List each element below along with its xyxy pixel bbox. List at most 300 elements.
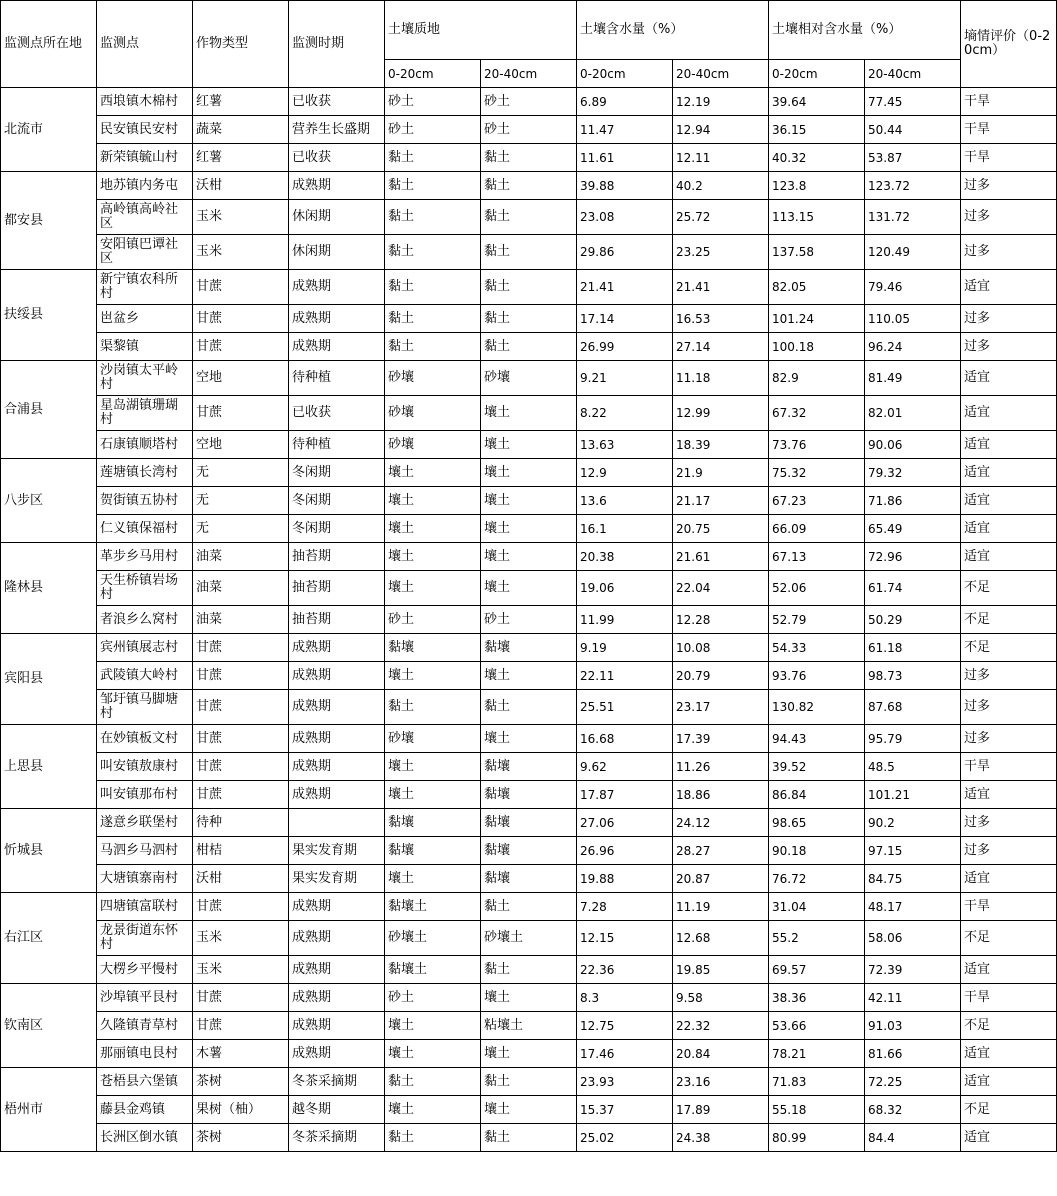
location-cell: 隆林县	[1, 543, 97, 634]
texture-20-40-cell: 壤土	[481, 543, 577, 571]
moisture-20-40-cell: 21.61	[673, 543, 769, 571]
table-row	[1, 1012, 1057, 1040]
evaluation-cell: 适宜	[961, 270, 1057, 305]
texture-20-40-cell: 壤土	[481, 725, 577, 753]
period-cell: 成熟期	[289, 662, 385, 690]
relative-moisture-0-20-cell: 130.82	[769, 690, 865, 725]
moisture-0-20-cell: 12.15	[577, 921, 673, 956]
period-cell: 成熟期	[289, 333, 385, 361]
evaluation-cell: 不足	[961, 606, 1057, 634]
header-location: 监测点所在地	[1, 1, 97, 88]
header-moisture-depth-0-20: 0-20cm	[577, 60, 673, 88]
period-cell: 抽苔期	[289, 606, 385, 634]
header-texture: 土壤质地	[385, 1, 577, 60]
texture-20-40-cell: 壤土	[481, 396, 577, 431]
moisture-0-20-cell: 21.41	[577, 270, 673, 305]
relative-moisture-20-40-cell: 58.06	[865, 921, 961, 956]
moisture-20-40-cell: 25.72	[673, 200, 769, 235]
texture-0-20-cell: 黏土	[385, 172, 481, 200]
texture-0-20-cell: 壤土	[385, 865, 481, 893]
header-texture-depth-20-40: 20-40cm	[481, 60, 577, 88]
table-row	[1, 543, 1057, 571]
texture-20-40-cell: 壤土	[481, 571, 577, 606]
texture-20-40-cell: 黏土	[481, 305, 577, 333]
evaluation-cell: 干旱	[961, 144, 1057, 172]
texture-20-40-cell: 黏土	[481, 200, 577, 235]
evaluation-cell: 干旱	[961, 893, 1057, 921]
texture-20-40-cell: 壤土	[481, 431, 577, 459]
relative-moisture-0-20-cell: 52.06	[769, 571, 865, 606]
site-cell: 安阳镇巴谭社区	[97, 235, 193, 270]
texture-0-20-cell: 黏土	[385, 1068, 481, 1096]
table-row	[1, 396, 1057, 431]
moisture-20-40-cell: 12.28	[673, 606, 769, 634]
relative-moisture-0-20-cell: 71.83	[769, 1068, 865, 1096]
moisture-0-20-cell: 29.86	[577, 235, 673, 270]
crop-cell: 甘蔗	[193, 634, 289, 662]
relative-moisture-20-40-cell: 90.2	[865, 809, 961, 837]
period-cell: 成熟期	[289, 172, 385, 200]
period-cell: 冬茶采摘期	[289, 1124, 385, 1152]
relative-moisture-20-40-cell: 91.03	[865, 1012, 961, 1040]
moisture-0-20-cell: 25.51	[577, 690, 673, 725]
period-cell: 冬闲期	[289, 487, 385, 515]
texture-0-20-cell: 黏壤土	[385, 893, 481, 921]
relative-moisture-0-20-cell: 80.99	[769, 1124, 865, 1152]
moisture-20-40-cell: 20.75	[673, 515, 769, 543]
moisture-0-20-cell: 27.06	[577, 809, 673, 837]
evaluation-cell: 干旱	[961, 116, 1057, 144]
moisture-0-20-cell: 20.38	[577, 543, 673, 571]
table-row	[1, 515, 1057, 543]
texture-0-20-cell: 黏土	[385, 144, 481, 172]
relative-moisture-0-20-cell: 69.57	[769, 956, 865, 984]
period-cell: 越冬期	[289, 1096, 385, 1124]
texture-20-40-cell: 黏土	[481, 172, 577, 200]
relative-moisture-0-20-cell: 82.9	[769, 361, 865, 396]
location-cell: 八步区	[1, 459, 97, 543]
moisture-0-20-cell: 23.93	[577, 1068, 673, 1096]
texture-0-20-cell: 砂壤	[385, 361, 481, 396]
location-cell: 都安县	[1, 172, 97, 270]
location-cell: 宾阳县	[1, 634, 97, 725]
relative-moisture-0-20-cell: 36.15	[769, 116, 865, 144]
header-moisture-depth-20-40: 20-40cm	[673, 60, 769, 88]
relative-moisture-20-40-cell: 90.06	[865, 431, 961, 459]
site-cell: 新荣镇毓山村	[97, 144, 193, 172]
period-cell: 成熟期	[289, 690, 385, 725]
evaluation-cell: 不足	[961, 1096, 1057, 1124]
site-cell: 四塘镇富联村	[97, 893, 193, 921]
site-cell: 仁义镇保福村	[97, 515, 193, 543]
period-cell: 成熟期	[289, 305, 385, 333]
relative-moisture-0-20-cell: 53.66	[769, 1012, 865, 1040]
crop-cell: 甘蔗	[193, 984, 289, 1012]
relative-moisture-20-40-cell: 72.39	[865, 956, 961, 984]
texture-0-20-cell: 砂壤	[385, 431, 481, 459]
period-cell: 待种植	[289, 361, 385, 396]
table-row	[1, 921, 1057, 956]
evaluation-cell: 干旱	[961, 88, 1057, 116]
site-cell: 星岛湖镇珊瑚村	[97, 396, 193, 431]
moisture-0-20-cell: 8.3	[577, 984, 673, 1012]
table-row	[1, 305, 1057, 333]
moisture-0-20-cell: 16.68	[577, 725, 673, 753]
moisture-20-40-cell: 11.19	[673, 893, 769, 921]
location-cell: 忻城县	[1, 809, 97, 893]
relative-moisture-20-40-cell: 68.32	[865, 1096, 961, 1124]
relative-moisture-0-20-cell: 137.58	[769, 235, 865, 270]
location-cell: 钦南区	[1, 984, 97, 1068]
moisture-20-40-cell: 12.19	[673, 88, 769, 116]
relative-moisture-20-40-cell: 97.15	[865, 837, 961, 865]
crop-cell: 无	[193, 487, 289, 515]
table-row	[1, 88, 1057, 116]
relative-moisture-20-40-cell: 65.49	[865, 515, 961, 543]
site-cell: 石康镇顺塔村	[97, 431, 193, 459]
header-evaluation: 墒情评价（0-20cm）	[961, 1, 1057, 88]
header-relative-depth-20-40: 20-40cm	[865, 60, 961, 88]
relative-moisture-0-20-cell: 123.8	[769, 172, 865, 200]
texture-20-40-cell: 砂壤	[481, 361, 577, 396]
moisture-0-20-cell: 11.99	[577, 606, 673, 634]
crop-cell: 甘蔗	[193, 725, 289, 753]
site-cell: 者浪乡么窝村	[97, 606, 193, 634]
texture-0-20-cell: 黏土	[385, 235, 481, 270]
moisture-0-20-cell: 16.1	[577, 515, 673, 543]
moisture-0-20-cell: 13.6	[577, 487, 673, 515]
relative-moisture-20-40-cell: 110.05	[865, 305, 961, 333]
period-cell: 冬闲期	[289, 459, 385, 487]
texture-0-20-cell: 壤土	[385, 1012, 481, 1040]
site-cell: 渠黎镇	[97, 333, 193, 361]
texture-20-40-cell: 壤土	[481, 984, 577, 1012]
site-cell: 久隆镇青草村	[97, 1012, 193, 1040]
table-row	[1, 200, 1057, 235]
crop-cell: 油菜	[193, 571, 289, 606]
texture-20-40-cell: 壤土	[481, 515, 577, 543]
period-cell: 营养生长盛期	[289, 116, 385, 144]
moisture-20-40-cell: 16.53	[673, 305, 769, 333]
relative-moisture-0-20-cell: 39.52	[769, 753, 865, 781]
crop-cell: 油菜	[193, 606, 289, 634]
texture-20-40-cell: 壤土	[481, 1040, 577, 1068]
period-cell	[289, 809, 385, 837]
moisture-0-20-cell: 11.47	[577, 116, 673, 144]
relative-moisture-0-20-cell: 52.79	[769, 606, 865, 634]
table-row	[1, 116, 1057, 144]
relative-moisture-20-40-cell: 81.49	[865, 361, 961, 396]
moisture-0-20-cell: 22.11	[577, 662, 673, 690]
evaluation-cell: 适宜	[961, 396, 1057, 431]
table-row	[1, 809, 1057, 837]
relative-moisture-0-20-cell: 55.18	[769, 1096, 865, 1124]
moisture-20-40-cell: 18.39	[673, 431, 769, 459]
crop-cell: 沃柑	[193, 172, 289, 200]
header-site: 监测点	[97, 1, 193, 88]
period-cell: 成熟期	[289, 753, 385, 781]
table-row	[1, 333, 1057, 361]
relative-moisture-0-20-cell: 54.33	[769, 634, 865, 662]
relative-moisture-20-40-cell: 131.72	[865, 200, 961, 235]
evaluation-cell: 适宜	[961, 459, 1057, 487]
evaluation-cell: 适宜	[961, 431, 1057, 459]
crop-cell: 蔬菜	[193, 116, 289, 144]
moisture-0-20-cell: 12.9	[577, 459, 673, 487]
crop-cell: 木薯	[193, 1040, 289, 1068]
relative-moisture-0-20-cell: 98.65	[769, 809, 865, 837]
texture-20-40-cell: 黏土	[481, 144, 577, 172]
texture-20-40-cell: 黏土	[481, 1124, 577, 1152]
relative-moisture-20-40-cell: 77.45	[865, 88, 961, 116]
texture-0-20-cell: 砂土	[385, 116, 481, 144]
site-cell: 贺街镇五协村	[97, 487, 193, 515]
moisture-20-40-cell: 23.16	[673, 1068, 769, 1096]
period-cell: 抽苔期	[289, 571, 385, 606]
moisture-0-20-cell: 25.02	[577, 1124, 673, 1152]
texture-0-20-cell: 黏壤	[385, 809, 481, 837]
site-cell: 长洲区倒水镇	[97, 1124, 193, 1152]
relative-moisture-20-40-cell: 71.86	[865, 487, 961, 515]
moisture-20-40-cell: 40.2	[673, 172, 769, 200]
table-row	[1, 1040, 1057, 1068]
relative-moisture-0-20-cell: 38.36	[769, 984, 865, 1012]
table-row	[1, 1068, 1057, 1096]
crop-cell: 甘蔗	[193, 270, 289, 305]
texture-0-20-cell: 壤土	[385, 781, 481, 809]
site-cell: 宾州镇展志村	[97, 634, 193, 662]
site-cell: 大楞乡平慢村	[97, 956, 193, 984]
texture-20-40-cell: 黏土	[481, 956, 577, 984]
relative-moisture-20-40-cell: 101.21	[865, 781, 961, 809]
moisture-0-20-cell: 19.88	[577, 865, 673, 893]
texture-20-40-cell: 黏土	[481, 235, 577, 270]
relative-moisture-20-40-cell: 81.66	[865, 1040, 961, 1068]
texture-20-40-cell: 黏土	[481, 690, 577, 725]
relative-moisture-20-40-cell: 120.49	[865, 235, 961, 270]
texture-0-20-cell: 黏土	[385, 305, 481, 333]
moisture-0-20-cell: 8.22	[577, 396, 673, 431]
table-row	[1, 1124, 1057, 1152]
moisture-0-20-cell: 26.99	[577, 333, 673, 361]
texture-0-20-cell: 壤土	[385, 543, 481, 571]
header-relative-moisture: 土壤相对含水量（%）	[769, 1, 961, 60]
relative-moisture-20-40-cell: 61.18	[865, 634, 961, 662]
evaluation-cell: 不足	[961, 634, 1057, 662]
evaluation-cell: 过多	[961, 837, 1057, 865]
texture-20-40-cell: 黏壤	[481, 753, 577, 781]
site-cell: 武陵镇大岭村	[97, 662, 193, 690]
texture-0-20-cell: 黏土	[385, 1124, 481, 1152]
table-row	[1, 144, 1057, 172]
crop-cell: 甘蔗	[193, 893, 289, 921]
moisture-20-40-cell: 23.25	[673, 235, 769, 270]
evaluation-cell: 过多	[961, 725, 1057, 753]
evaluation-cell: 过多	[961, 172, 1057, 200]
texture-0-20-cell: 黏土	[385, 270, 481, 305]
texture-20-40-cell: 黏壤	[481, 865, 577, 893]
table-row	[1, 172, 1057, 200]
site-cell: 叫安镇那布村	[97, 781, 193, 809]
moisture-20-40-cell: 12.68	[673, 921, 769, 956]
moisture-20-40-cell: 23.17	[673, 690, 769, 725]
moisture-0-20-cell: 12.75	[577, 1012, 673, 1040]
crop-cell: 茶树	[193, 1068, 289, 1096]
table-row	[1, 865, 1057, 893]
moisture-0-20-cell: 39.88	[577, 172, 673, 200]
texture-0-20-cell: 壤土	[385, 515, 481, 543]
table-row	[1, 893, 1057, 921]
texture-20-40-cell: 黏壤	[481, 837, 577, 865]
evaluation-cell: 适宜	[961, 956, 1057, 984]
moisture-20-40-cell: 12.99	[673, 396, 769, 431]
relative-moisture-0-20-cell: 78.21	[769, 1040, 865, 1068]
texture-20-40-cell: 砂土	[481, 606, 577, 634]
site-cell: 龙景街道东怀村	[97, 921, 193, 956]
moisture-0-20-cell: 17.14	[577, 305, 673, 333]
crop-cell: 甘蔗	[193, 305, 289, 333]
header-moisture: 土壤含水量（%）	[577, 1, 769, 60]
moisture-20-40-cell: 28.27	[673, 837, 769, 865]
site-cell: 遂意乡联堡村	[97, 809, 193, 837]
relative-moisture-20-40-cell: 48.17	[865, 893, 961, 921]
crop-cell: 玉米	[193, 200, 289, 235]
site-cell: 地苏镇内务屯	[97, 172, 193, 200]
relative-moisture-0-20-cell: 55.2	[769, 921, 865, 956]
crop-cell: 玉米	[193, 956, 289, 984]
crop-cell: 玉米	[193, 235, 289, 270]
texture-0-20-cell: 壤土	[385, 487, 481, 515]
texture-20-40-cell: 黏土	[481, 333, 577, 361]
moisture-0-20-cell: 23.08	[577, 200, 673, 235]
table-row	[1, 571, 1057, 606]
crop-cell: 甘蔗	[193, 333, 289, 361]
evaluation-cell: 过多	[961, 200, 1057, 235]
texture-0-20-cell: 壤土	[385, 662, 481, 690]
moisture-0-20-cell: 22.36	[577, 956, 673, 984]
table-row	[1, 1096, 1057, 1124]
relative-moisture-20-40-cell: 53.87	[865, 144, 961, 172]
relative-moisture-0-20-cell: 40.32	[769, 144, 865, 172]
crop-cell: 甘蔗	[193, 1012, 289, 1040]
texture-20-40-cell: 壤土	[481, 1096, 577, 1124]
table-row	[1, 662, 1057, 690]
location-cell: 扶绥县	[1, 270, 97, 361]
texture-0-20-cell: 壤土	[385, 753, 481, 781]
moisture-20-40-cell: 12.94	[673, 116, 769, 144]
site-cell: 邹圩镇马脚塘村	[97, 690, 193, 725]
relative-moisture-0-20-cell: 67.13	[769, 543, 865, 571]
table-row	[1, 753, 1057, 781]
evaluation-cell: 过多	[961, 235, 1057, 270]
site-cell: 苍梧县六堡镇	[97, 1068, 193, 1096]
moisture-20-40-cell: 20.79	[673, 662, 769, 690]
header-relative-depth-0-20: 0-20cm	[769, 60, 865, 88]
relative-moisture-0-20-cell: 82.05	[769, 270, 865, 305]
site-cell: 西埌镇木棉村	[97, 88, 193, 116]
period-cell: 抽苔期	[289, 543, 385, 571]
relative-moisture-20-40-cell: 72.25	[865, 1068, 961, 1096]
moisture-20-40-cell: 17.89	[673, 1096, 769, 1124]
texture-20-40-cell: 黏壤	[481, 809, 577, 837]
moisture-20-40-cell: 27.14	[673, 333, 769, 361]
texture-0-20-cell: 砂壤土	[385, 921, 481, 956]
evaluation-cell: 干旱	[961, 984, 1057, 1012]
relative-moisture-0-20-cell: 66.09	[769, 515, 865, 543]
moisture-0-20-cell: 9.21	[577, 361, 673, 396]
period-cell: 成熟期	[289, 725, 385, 753]
texture-20-40-cell: 壤土	[481, 459, 577, 487]
table-body	[1, 88, 1057, 1152]
texture-20-40-cell: 黏土	[481, 270, 577, 305]
moisture-0-20-cell: 9.19	[577, 634, 673, 662]
period-cell: 成熟期	[289, 634, 385, 662]
location-cell: 上思县	[1, 725, 97, 809]
evaluation-cell: 适宜	[961, 515, 1057, 543]
location-cell: 合浦县	[1, 361, 97, 459]
site-cell: 莲塘镇长湾村	[97, 459, 193, 487]
texture-0-20-cell: 壤土	[385, 1096, 481, 1124]
header-texture-depth-0-20: 0-20cm	[385, 60, 481, 88]
site-cell: 叫安镇敖康村	[97, 753, 193, 781]
relative-moisture-20-40-cell: 50.29	[865, 606, 961, 634]
table-row	[1, 690, 1057, 725]
relative-moisture-20-40-cell: 95.79	[865, 725, 961, 753]
moisture-0-20-cell: 19.06	[577, 571, 673, 606]
table-row	[1, 837, 1057, 865]
crop-cell: 空地	[193, 431, 289, 459]
texture-0-20-cell: 砂壤	[385, 725, 481, 753]
table-row	[1, 956, 1057, 984]
moisture-20-40-cell: 10.08	[673, 634, 769, 662]
relative-moisture-20-40-cell: 48.5	[865, 753, 961, 781]
texture-20-40-cell: 壤土	[481, 487, 577, 515]
moisture-20-40-cell: 12.11	[673, 144, 769, 172]
evaluation-cell: 适宜	[961, 865, 1057, 893]
evaluation-cell: 适宜	[961, 781, 1057, 809]
period-cell: 成熟期	[289, 893, 385, 921]
period-cell: 成熟期	[289, 1040, 385, 1068]
texture-0-20-cell: 黏壤土	[385, 956, 481, 984]
moisture-20-40-cell: 20.84	[673, 1040, 769, 1068]
evaluation-cell: 过多	[961, 333, 1057, 361]
texture-20-40-cell: 壤土	[481, 662, 577, 690]
period-cell: 休闲期	[289, 200, 385, 235]
site-cell: 那丽镇电艮村	[97, 1040, 193, 1068]
relative-moisture-20-40-cell: 61.74	[865, 571, 961, 606]
table-row	[1, 431, 1057, 459]
evaluation-cell: 过多	[961, 690, 1057, 725]
period-cell: 成熟期	[289, 270, 385, 305]
table-row	[1, 984, 1057, 1012]
table-row	[1, 235, 1057, 270]
table-row	[1, 606, 1057, 634]
evaluation-cell: 适宜	[961, 1040, 1057, 1068]
moisture-20-40-cell: 19.85	[673, 956, 769, 984]
relative-moisture-0-20-cell: 113.15	[769, 200, 865, 235]
period-cell: 成熟期	[289, 1012, 385, 1040]
period-cell: 成熟期	[289, 781, 385, 809]
relative-moisture-20-40-cell: 82.01	[865, 396, 961, 431]
location-cell: 右江区	[1, 893, 97, 984]
evaluation-cell: 适宜	[961, 361, 1057, 396]
relative-moisture-20-40-cell: 42.11	[865, 984, 961, 1012]
texture-0-20-cell: 壤土	[385, 459, 481, 487]
texture-0-20-cell: 砂土	[385, 88, 481, 116]
table-row	[1, 459, 1057, 487]
moisture-20-40-cell: 18.86	[673, 781, 769, 809]
crop-cell: 甘蔗	[193, 396, 289, 431]
